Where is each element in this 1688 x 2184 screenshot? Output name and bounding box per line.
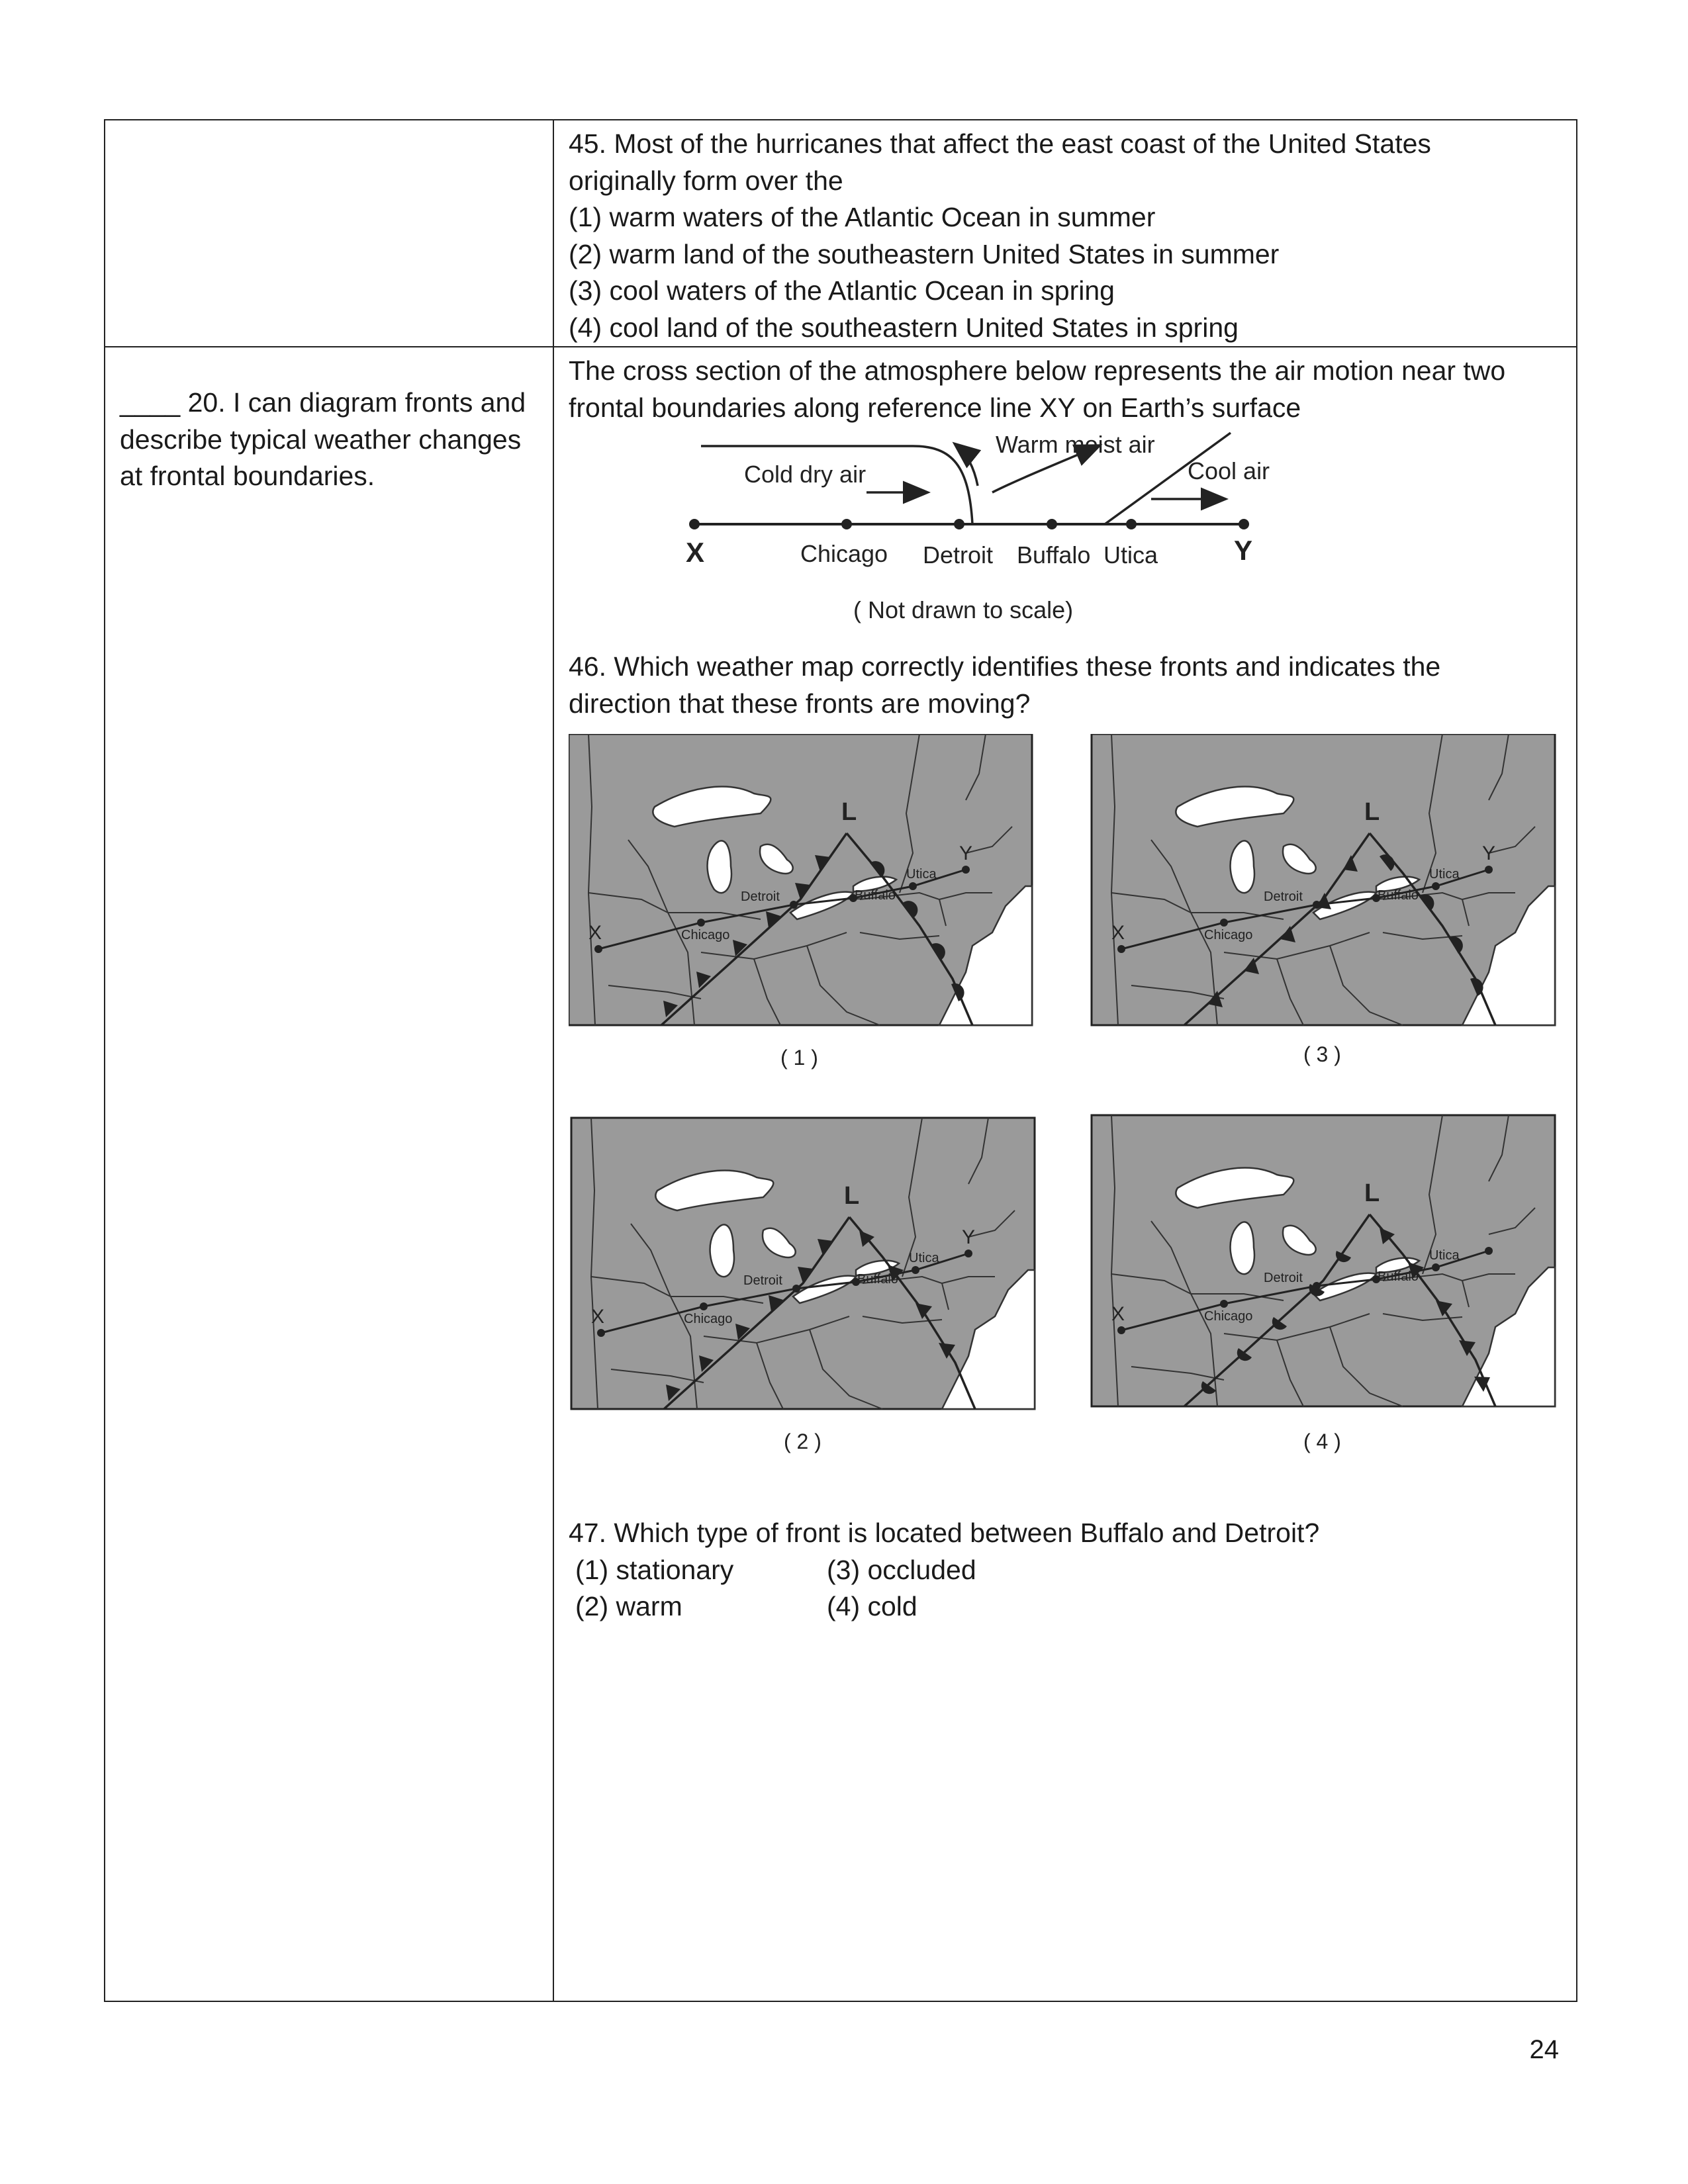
q45-choice: (3) cool waters of the Atlantic Ocean in spring [569, 275, 1115, 306]
q47-choices [569, 1552, 1562, 1625]
map-caption-3: ( 3 ) [1303, 1042, 1341, 1066]
point-chicago [841, 519, 852, 529]
map-point-chicago [1220, 919, 1228, 927]
map-label-chicago: Chicago [684, 1312, 733, 1326]
map-caption-1: ( 1 ) [780, 1046, 818, 1069]
weather-map-4 [1092, 1115, 1555, 1406]
page-number: 24 [1529, 2035, 1559, 2064]
weather-map-1 [569, 734, 1032, 1025]
label-not-to-scale: ( Not drawn to scale) [853, 596, 1074, 623]
map-point-chicago [697, 919, 705, 927]
map-label-x: X [1111, 922, 1125, 944]
map-label-chicago: Chicago [681, 928, 730, 942]
map-label-detroit: Detroit [1264, 889, 1303, 904]
q47-choice: (2) warm [575, 1591, 682, 1621]
q45-stem: 45. Most of the hurricanes that affect the east coast of the United States originally form over the [569, 128, 1431, 196]
map-point-y [964, 1250, 972, 1257]
map-point-utica [912, 1266, 919, 1274]
map-label-utica: Utica [906, 867, 937, 882]
low-pressure-label: L [1364, 1179, 1380, 1207]
point-x [689, 519, 700, 529]
map-point-y [1485, 866, 1493, 874]
map-label-x: X [588, 922, 602, 944]
question-46-47-cell [553, 347, 1577, 2001]
map-caption-4: ( 4 ) [1303, 1430, 1341, 1453]
q47-choice: (3) occluded [827, 1554, 976, 1585]
label-detroit: Detroit [923, 541, 994, 569]
map-point-chicago [700, 1302, 708, 1310]
map-label-utica: Utica [1429, 867, 1460, 882]
map-point-y [962, 866, 970, 874]
map-point-x [597, 1329, 605, 1337]
map-point-x [1117, 945, 1125, 953]
label-utica: Utica [1103, 541, 1158, 569]
map-label-utica: Utica [1429, 1248, 1460, 1263]
map-point-chicago [1220, 1300, 1228, 1308]
q45-choice: (4) cool land of the southeastern United States in spring [569, 312, 1239, 343]
label-cool-air: Cool air [1188, 457, 1270, 484]
low-pressure-label: L [841, 798, 857, 826]
label-warm-moist-air: Warm moist air [996, 431, 1155, 458]
map-label-detroit: Detroit [741, 889, 780, 904]
map-point-x [1117, 1326, 1125, 1334]
q46-stem: 46. Which weather map correctly identifies these fronts and indicates the direction that these fronts are moving? [569, 651, 1441, 719]
label-buffalo: Buffalo [1017, 541, 1091, 569]
point-detroit [954, 519, 964, 529]
q47-stem: 47. Which type of front is located between Buffalo and Detroit? [569, 1518, 1320, 1548]
q45-choice: (1) warm waters of the Atlantic Ocean in summer [569, 202, 1156, 232]
map-label-y: Y [959, 842, 973, 864]
low-pressure-label: L [844, 1182, 860, 1210]
map-label-chicago: Chicago [1204, 928, 1253, 942]
weather-map-3 [1092, 734, 1555, 1025]
weather-map-2 [571, 1118, 1035, 1409]
q45-choice: (2) warm land of the southeastern United States in summer [569, 238, 1280, 269]
map-label-chicago: Chicago [1204, 1309, 1253, 1324]
objective-cell [105, 347, 553, 2001]
map-label-buffalo: Buffalo [855, 888, 896, 903]
map-label-buffalo: Buffalo [1378, 1269, 1419, 1284]
q47-choice: (4) cold [827, 1591, 917, 1621]
map-label-buffalo: Buffalo [1378, 888, 1419, 903]
map-label-y: Y [962, 1226, 976, 1248]
cross-section-diagram [569, 426, 1562, 645]
point-buffalo [1047, 519, 1057, 529]
map-label-x: X [1111, 1303, 1125, 1325]
map-point-y [1485, 1247, 1493, 1255]
point-utica [1126, 519, 1137, 529]
label-y: Y [1234, 535, 1253, 566]
point-y [1239, 519, 1249, 529]
weather-maps-grid [569, 734, 1601, 1488]
question-45-cell [553, 120, 1577, 347]
map-point-x [594, 945, 602, 953]
map-label-detroit: Detroit [743, 1273, 782, 1288]
label-x: X [686, 537, 705, 568]
cross-section-intro: The cross section of the atmosphere below represents the air motion near two frontal boundaries along reference line XY on Earth’s surface [569, 355, 1506, 423]
map-label-y: Y [1482, 842, 1496, 864]
q47-choice: (1) stationary [575, 1554, 734, 1585]
label-cold-dry-air: Cold dry air [744, 461, 867, 488]
empty-cell [105, 120, 553, 347]
map-point-utica [1432, 882, 1440, 890]
worksheet-table [104, 119, 1577, 2002]
objective-text: ____ 20. I can diagram fronts and describe typical weather changes at frontal boundaries. [120, 387, 526, 491]
warm-air-rise-arrow [956, 445, 978, 486]
map-label-detroit: Detroit [1264, 1271, 1303, 1285]
low-pressure-label: L [1364, 798, 1380, 826]
map-caption-2: ( 2 ) [784, 1430, 821, 1453]
map-point-utica [909, 882, 917, 890]
map-label-utica: Utica [909, 1251, 939, 1265]
map-point-utica [1432, 1263, 1440, 1271]
label-chicago: Chicago [800, 540, 888, 567]
map-label-x: X [591, 1306, 605, 1328]
map-label-buffalo: Buffalo [857, 1272, 898, 1287]
